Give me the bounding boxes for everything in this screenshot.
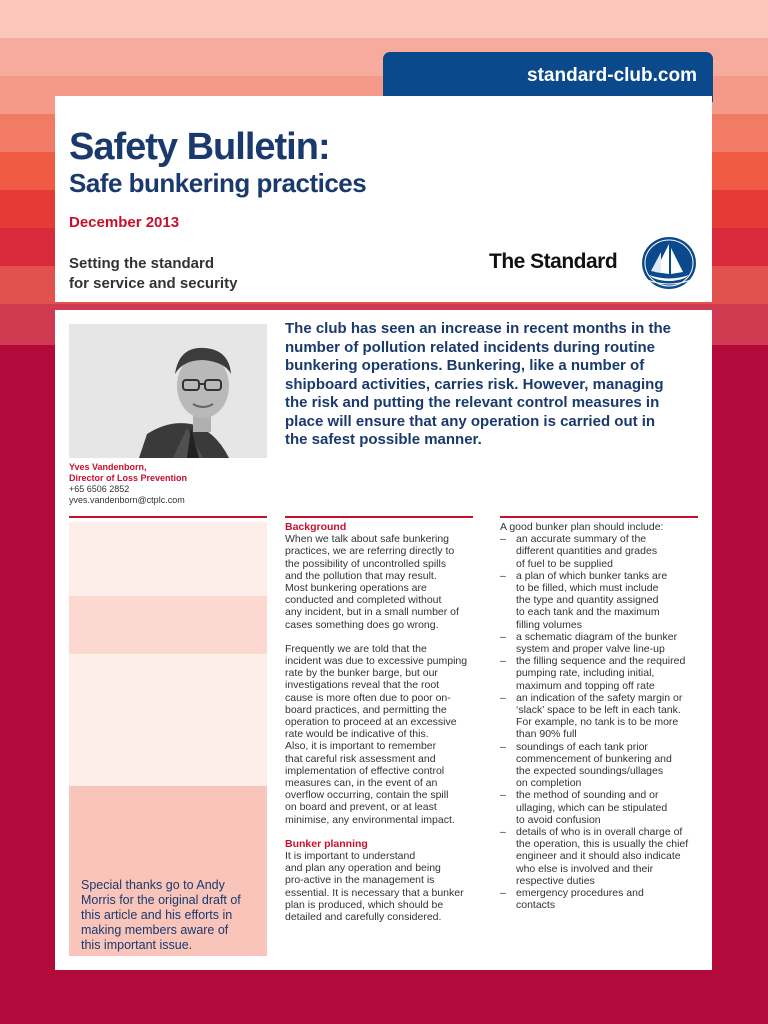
list-dash: – xyxy=(500,740,506,753)
list-item-line: of fuel to be supplied xyxy=(516,557,613,570)
sidebar-block xyxy=(69,596,267,654)
list-dash: – xyxy=(500,826,506,839)
stripe xyxy=(0,0,768,38)
body-line: any incident, but in a small number of xyxy=(285,606,459,619)
body-line: overflow occurring, contain the spill xyxy=(285,789,449,802)
body-line: essential. It is necessary that a bunker xyxy=(285,886,464,899)
body-line: It is important to understand xyxy=(285,850,416,863)
list-item-line: the operation, this is usually the chief xyxy=(516,838,689,851)
author-contact xyxy=(69,462,187,506)
body-line: measures can, in the event of an xyxy=(285,777,438,790)
body-line: Frequently we are told that the xyxy=(285,642,427,655)
list-item-line: a plan of which bunker tanks are xyxy=(516,569,668,582)
list-item xyxy=(500,826,705,887)
list-item-line: the type and quantity assigned xyxy=(516,594,659,607)
list-dash: – xyxy=(500,691,506,704)
section-heading-background: Background xyxy=(285,521,347,533)
article-column-2 xyxy=(500,521,705,912)
intro-line: number of pollution related incidents during routine xyxy=(285,338,655,356)
list-item-line: soundings of each tank prior xyxy=(516,740,648,753)
list-item-line: who else is involved and their xyxy=(516,862,654,875)
body-line: that careful risk assessment and xyxy=(285,752,436,765)
list-item-line: to each tank and the maximum xyxy=(516,606,660,619)
list-item xyxy=(500,741,705,790)
tagline xyxy=(69,254,237,294)
author-role: Director of Loss Prevention xyxy=(69,473,188,483)
site-url-tab[interactable] xyxy=(383,52,713,102)
list-item-line: the method of sounding and or xyxy=(516,789,659,802)
intro-line: the risk and putting the relevant control measures in xyxy=(285,394,660,411)
list-item xyxy=(500,631,705,655)
thanks-line: this article and his efforts in xyxy=(81,908,233,922)
list-item-line: details of who is in overall charge of xyxy=(516,826,683,839)
bulletin-title: Safety Bulletin: xyxy=(69,126,330,168)
list-item xyxy=(500,789,705,826)
list-item-line: respective duties xyxy=(516,874,595,887)
thanks-line: Morris for the original draft of xyxy=(81,893,241,907)
body-line: incident was due to excessive pumping xyxy=(285,655,468,668)
list-item-line: contacts xyxy=(516,899,556,912)
list-item-line: an indication of the safety margin or xyxy=(516,691,683,704)
sailing-ship-logo-icon xyxy=(641,236,697,290)
intro-line: the safest possible manner. xyxy=(285,431,482,448)
list-item-line: ‘slack’ space to be left in each tank. xyxy=(516,704,681,717)
bulletin-subtitle: Safe bunkering practices xyxy=(69,168,367,198)
column1-rule xyxy=(285,516,473,518)
body-line: cause is more often due to poor on- xyxy=(285,691,451,704)
list-dash: – xyxy=(500,887,506,900)
sidebar-block xyxy=(69,522,267,596)
list-dash: – xyxy=(500,569,506,582)
body-line: and plan any operation and being xyxy=(285,862,441,875)
author-portrait-icon xyxy=(69,324,267,458)
author-photo xyxy=(69,324,267,458)
list-item-line: ullaging, which can be stipulated xyxy=(516,801,668,814)
body-line: practices, we are referring directly to xyxy=(285,545,455,558)
intro-line: bunkering operations. Bunkering, like a number of xyxy=(285,357,645,374)
list-item-line: system and proper valve line-up xyxy=(516,643,665,656)
body-line: rate would be indicative of this. xyxy=(285,728,429,741)
header-card xyxy=(55,96,712,302)
body-line: rate by the bunker barge, but our xyxy=(285,667,438,680)
body-line: Also, it is important to remember xyxy=(285,740,437,753)
bulletin-date: December 2013 xyxy=(69,214,180,231)
list-item-line: engineer and it should also indicate xyxy=(516,850,681,863)
intro-line: place will ensure that any operation is carried out in xyxy=(285,412,656,430)
list-dash: – xyxy=(500,533,506,546)
body-line: and the pollution that may result. xyxy=(285,569,437,582)
list-item-line: on completion xyxy=(516,777,582,790)
list-dash: – xyxy=(500,789,506,802)
list-item-line: than 90% full xyxy=(516,728,577,741)
list-item-line: a schematic diagram of the bunker xyxy=(516,630,678,643)
body-line: on board and prevent, or at least xyxy=(285,801,437,814)
list-item xyxy=(500,570,705,631)
body-line: cases something does go wrong. xyxy=(285,618,439,631)
author-email[interactable]: yves.vandenborn@ctplc.com xyxy=(69,495,185,505)
list-lead: A good bunker plan should include: xyxy=(500,521,664,533)
body-line: pro-active in the management is xyxy=(285,874,435,887)
brand-name: The Standard xyxy=(489,250,618,273)
sidebar-rule xyxy=(69,516,267,518)
list-item-line: an accurate summary of the xyxy=(516,533,647,546)
list-dash: – xyxy=(500,630,506,643)
intro-line: The club has seen an increase in recent months in the xyxy=(285,320,671,337)
body-line: operation to proceed at an excessive xyxy=(285,716,457,729)
thanks-line: making members aware of xyxy=(81,923,229,937)
list-item-line: maximum and topping off rate xyxy=(516,679,655,692)
list-dash: – xyxy=(500,655,506,668)
author-phone: +65 6506 2852 xyxy=(69,484,130,494)
body-line: implementation of effective control xyxy=(285,764,445,777)
list-item xyxy=(500,655,705,692)
body-line: Most bunkering operations are xyxy=(285,582,427,595)
list-item-line: For example, no tank is to be more xyxy=(516,716,679,729)
list-item-line: the expected soundings/ullages xyxy=(516,765,664,778)
body-line: plan is produced, which should be xyxy=(285,898,444,911)
site-url-text: standard-club.com xyxy=(527,65,697,86)
list-item-line: the filling sequence and the required xyxy=(516,655,686,668)
section-heading-bunker-planning: Bunker planning xyxy=(285,837,368,850)
list-item-line: to avoid confusion xyxy=(516,813,601,826)
list-item xyxy=(500,692,705,741)
list-item-line: commencement of bunkering and xyxy=(516,752,672,765)
intro-paragraph xyxy=(285,320,705,450)
list-item xyxy=(500,887,705,911)
tagline-line: for service and security xyxy=(69,275,238,292)
author-name: Yves Vandenborn, xyxy=(69,462,147,472)
sidebar-block xyxy=(69,654,267,786)
article-column-1 xyxy=(285,521,485,923)
paragraph-gap xyxy=(285,631,485,643)
body-line: detailed and carefully considered. xyxy=(285,911,442,924)
body-line: conducted and completed without xyxy=(285,594,442,607)
tagline-line: Setting the standard xyxy=(69,255,215,272)
column2-rule xyxy=(500,516,698,518)
thanks-box xyxy=(69,786,267,956)
body-line: investigations reveal that the root xyxy=(285,679,440,692)
list-item-line: pumping rate, including initial, xyxy=(516,667,655,680)
list-item-line: filling volumes xyxy=(516,618,582,631)
body-line: When we talk about safe bunkering xyxy=(285,533,450,546)
intro-line: shipboard activities, carries risk. However, managing xyxy=(285,375,664,393)
list-item xyxy=(500,533,705,570)
thanks-text xyxy=(81,878,261,953)
list-item-line: to be filled, which must include xyxy=(516,582,659,595)
paragraph-gap xyxy=(285,826,485,838)
list-item-line: different quantities and grades xyxy=(516,545,658,558)
body-line: the possibility of uncontrolled spills xyxy=(285,557,447,570)
main-card xyxy=(55,310,712,970)
thanks-line: Special thanks go to Andy xyxy=(81,878,225,892)
body-line: minimise, any environmental impact. xyxy=(285,813,455,826)
thanks-line: this important issue. xyxy=(81,938,193,952)
list-item-line: emergency procedures and xyxy=(516,887,644,900)
body-line: board practices, and permitting the xyxy=(285,703,447,716)
